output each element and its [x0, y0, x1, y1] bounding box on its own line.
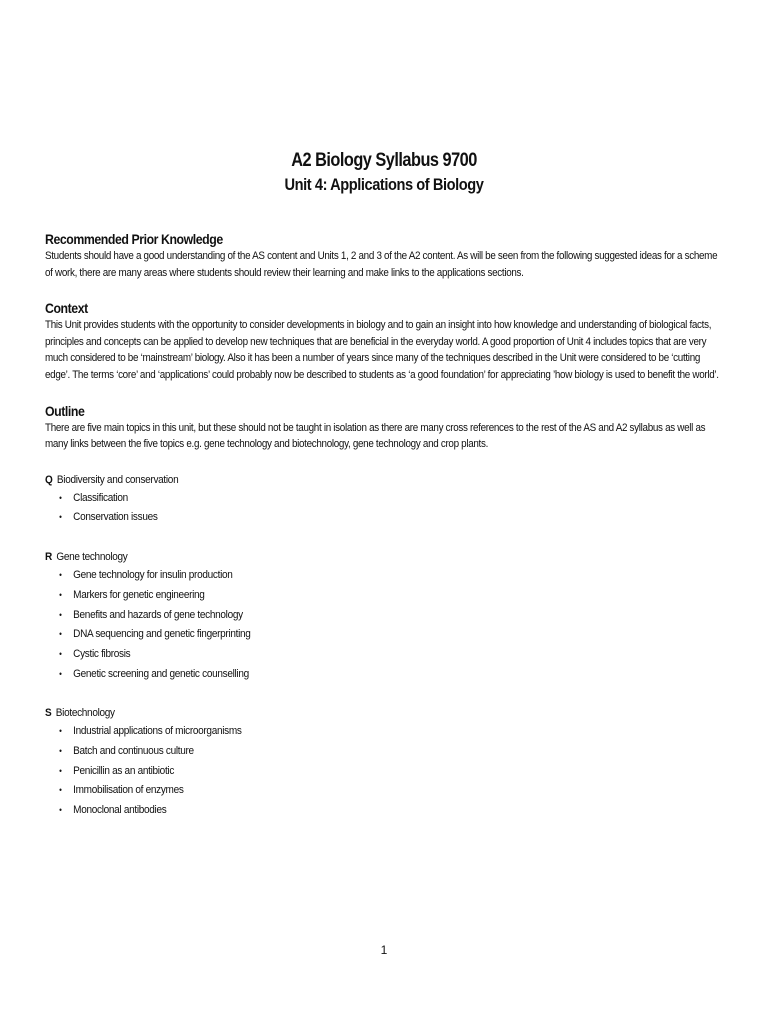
bullet-icon: • — [59, 765, 62, 776]
document-content — [45, 230, 725, 841]
topic-items — [45, 489, 725, 528]
section-heading: Context — [45, 300, 88, 317]
list-item: • Immobilisation of enzymes — [45, 781, 643, 801]
section-prior-knowledge — [45, 230, 725, 281]
bullet-icon: • — [59, 726, 62, 737]
list-item: • Batch and continuous culture — [45, 742, 643, 762]
list-item: • Cystic fibrosis — [45, 645, 643, 665]
section-context — [45, 299, 725, 383]
section-body: There are five main topics in this unit, but these should not be taught in isolation as there are many cross references to the rest of the AS and A2 syllabus as well as many links between the five topics e.g. gene technology and biotechnology, gene technology and crop plants. — [45, 421, 706, 451]
topic-r — [45, 548, 725, 684]
list-item: • DNA sequencing and genetic fingerprinting — [45, 625, 643, 645]
bullet-icon: • — [59, 805, 62, 816]
bullet-icon: • — [59, 785, 62, 796]
bullet-icon: • — [59, 668, 62, 679]
topic-name: Biotechnology — [55, 707, 115, 720]
topic-heading — [45, 704, 643, 722]
list-item: • Penicillin as an antibiotic — [45, 762, 643, 782]
bullet-icon: • — [59, 570, 62, 581]
list-item: • Industrial applications of microorganisms — [45, 722, 643, 742]
section-heading: Outline — [45, 402, 85, 419]
section-heading: Recommended Prior Knowledge — [45, 231, 223, 247]
title-block — [0, 148, 768, 196]
section-body: Students should have a good understanding of the AS content and Units 1, 2 and 3 of the A2 content. As will be seen from the following suggested ideas for a scheme of work, there are many areas where students should review their learning and make links to the applications sections. — [45, 250, 718, 279]
bullet-icon: • — [59, 609, 62, 620]
section-body: This Unit provides students with the opportunity to consider developments in biology and to gain an insight into how knowledge and understanding of biological facts, principles and concepts can be applied to develop new techniques that are beneficial in the everyday world. A good proportion of Unit 4 includes topics that are very much considered to be ‘mainstream’ biology. Also it has been a number of years since many of the techniques described in the Unit were considered to be ‘cutting edge’. The terms ‘core’ and ‘applications’ could probably now be described to students as ‘a good foundation’ for appreciating ’how biology is used to benefit the world’. — [45, 319, 719, 381]
topic-items — [45, 566, 725, 684]
page-title: A2 Biology Syllabus 9700 — [291, 150, 477, 171]
list-item: • Genetic screening and genetic counselling — [45, 665, 643, 685]
bullet-icon: • — [59, 512, 62, 523]
topic-letter: Q — [45, 473, 53, 486]
list-item: • Monoclonal antibodies — [45, 801, 643, 821]
bullet-icon: • — [59, 629, 62, 640]
bullet-icon: • — [59, 648, 62, 659]
list-item: • Gene technology for insulin production — [45, 566, 643, 586]
topic-heading — [45, 471, 643, 489]
section-outline — [45, 402, 725, 453]
bullet-icon: • — [59, 589, 62, 600]
list-item: • Conservation issues — [45, 508, 643, 528]
list-item: • Markers for genetic engineering — [45, 586, 643, 606]
topic-s — [45, 704, 725, 821]
list-item: • Classification — [45, 489, 643, 509]
page-subtitle: Unit 4: Applications of Biology — [284, 175, 484, 194]
list-item: • Benefits and hazards of gene technology — [45, 606, 643, 626]
topic-name: Gene technology — [56, 551, 128, 564]
topic-heading — [45, 548, 643, 566]
topic-letter: R — [45, 551, 52, 564]
bullet-icon: • — [59, 492, 62, 503]
page-number: 1 — [380, 943, 388, 957]
topic-letter: S — [45, 707, 52, 720]
bullet-icon: • — [59, 746, 62, 757]
topic-q — [45, 471, 725, 528]
topics-list — [45, 471, 725, 821]
topic-items — [45, 722, 725, 821]
topic-name: Biodiversity and conservation — [56, 473, 179, 486]
